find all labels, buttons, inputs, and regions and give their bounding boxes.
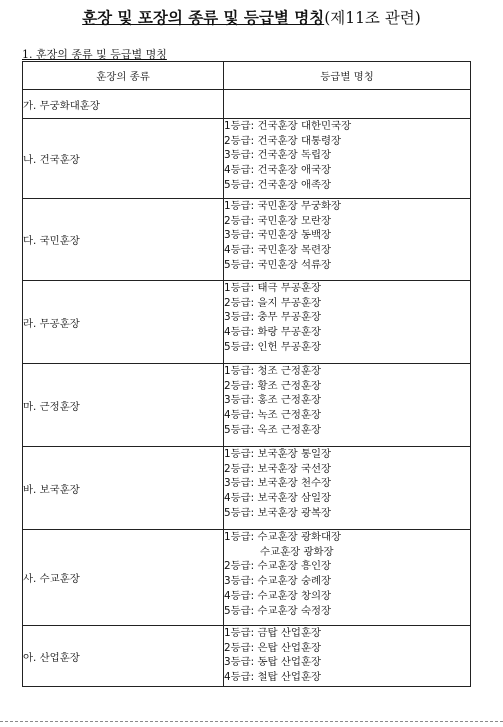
grade-line: 3등급: 수교훈장 숭례장 bbox=[224, 575, 332, 588]
grade-line: 5등급: 수교훈장 숙정장 bbox=[224, 604, 332, 617]
grade-line: 2등급: 보국훈장 국선장 bbox=[224, 462, 332, 475]
grade-names-cell bbox=[224, 626, 471, 687]
grade-line: 2등급: 은탑 산업훈장 bbox=[224, 641, 322, 654]
table-row bbox=[23, 281, 471, 364]
grade-line: 1등급: 태극 무공훈장 bbox=[224, 282, 322, 294]
grade-line: 4등급: 녹조 근정훈장 bbox=[224, 409, 322, 422]
medal-kind-cell: 나. 건국훈장 bbox=[23, 119, 224, 199]
section-heading: 1. 훈장의 종류 및 등급별 명칭 bbox=[22, 48, 167, 61]
grade-names-cell bbox=[224, 530, 471, 626]
grade-line: 3등급: 보국훈장 천수장 bbox=[224, 477, 332, 490]
grade-line: 1등급: 건국훈장 대한민국장 bbox=[224, 120, 352, 132]
grade-names-cell bbox=[224, 119, 471, 199]
medal-kind-cell: 다. 국민훈장 bbox=[23, 199, 224, 281]
table-row bbox=[23, 119, 471, 199]
grade-line: 2등급: 건국훈장 대통령장 bbox=[224, 134, 342, 147]
grade-line: 4등급: 화랑 무공훈장 bbox=[224, 326, 322, 339]
grade-names-cell bbox=[224, 364, 471, 447]
table-header-row bbox=[23, 62, 471, 90]
grade-line: 3등급: 충무 무공훈장 bbox=[224, 311, 322, 324]
medal-kind-cell: 사. 수교훈장 bbox=[23, 530, 224, 626]
grade-line: 4등급: 건국훈장 애국장 bbox=[224, 164, 332, 177]
page-bottom-divider bbox=[0, 721, 503, 722]
medal-grades-table bbox=[22, 61, 471, 687]
header-grades: 등급별 명칭 bbox=[224, 62, 471, 90]
grade-names-cell bbox=[224, 447, 471, 530]
grade-line: 1등급: 금탑 산업훈장 bbox=[224, 627, 322, 639]
grade-line: 1등급: 수교훈장 광화대장 bbox=[224, 531, 342, 543]
table-row bbox=[23, 199, 471, 281]
grade-line: 2등급: 을지 무공훈장 bbox=[224, 296, 322, 309]
grade-line: 4등급: 국민훈장 목련장 bbox=[224, 244, 332, 257]
grade-line: 1등급: 청조 근정훈장 bbox=[224, 365, 322, 377]
medal-kind-cell: 가. 무궁화대훈장 bbox=[23, 90, 224, 119]
grade-line: 5등급: 건국훈장 애족장 bbox=[224, 178, 332, 191]
grade-line: 5등급: 보국훈장 광복장 bbox=[224, 506, 332, 519]
table-row bbox=[23, 364, 471, 447]
medal-kind-cell: 마. 근정훈장 bbox=[23, 364, 224, 447]
grade-line: 1등급: 보국훈장 통일장 bbox=[224, 448, 332, 460]
grade-line: 2등급: 국민훈장 모란장 bbox=[224, 214, 332, 227]
grade-line: 수교훈장 광화장 bbox=[260, 545, 334, 558]
table-row bbox=[23, 530, 471, 626]
document-title bbox=[0, 6, 503, 28]
grade-line: 3등급: 동탑 산업훈장 bbox=[224, 656, 322, 669]
header-kind: 훈장의 종류 bbox=[23, 62, 224, 90]
document-title-main: 훈장 및 포장의 종류 및 등급별 명칭 bbox=[82, 9, 325, 27]
grade-line: 3등급: 홍조 근정훈장 bbox=[224, 394, 322, 407]
document-title-sub: (제11조 관련) bbox=[324, 9, 421, 27]
grade-line: 4등급: 수교훈장 창의장 bbox=[224, 589, 332, 602]
medal-kind-cell: 바. 보국훈장 bbox=[23, 447, 224, 530]
table-row bbox=[23, 447, 471, 530]
grade-names-cell bbox=[224, 281, 471, 364]
grade-line: 2등급: 수교훈장 흥인장 bbox=[224, 560, 332, 573]
grade-line: 5등급: 인헌 무공훈장 bbox=[224, 340, 322, 353]
grade-names-cell bbox=[224, 90, 471, 119]
grade-line: 4등급: 보국훈장 삼일장 bbox=[224, 492, 332, 505]
grade-line: 5등급: 옥조 근정훈장 bbox=[224, 423, 322, 436]
table-row bbox=[23, 90, 471, 119]
medal-kind-cell: 라. 무공훈장 bbox=[23, 281, 224, 364]
grade-line: 5등급: 국민훈장 석류장 bbox=[224, 258, 332, 271]
grade-line: 4등급: 철탑 산업훈장 bbox=[224, 671, 322, 684]
grade-names-cell bbox=[224, 199, 471, 281]
medal-kind-cell: 아. 산업훈장 bbox=[23, 626, 224, 687]
grade-line: 3등급: 국민훈장 동백장 bbox=[224, 229, 332, 242]
table-row bbox=[23, 626, 471, 687]
grade-line: 2등급: 황조 근정훈장 bbox=[224, 379, 322, 392]
grade-line: 3등급: 건국훈장 독립장 bbox=[224, 149, 332, 162]
grade-line: 1등급: 국민훈장 무궁화장 bbox=[224, 200, 342, 212]
